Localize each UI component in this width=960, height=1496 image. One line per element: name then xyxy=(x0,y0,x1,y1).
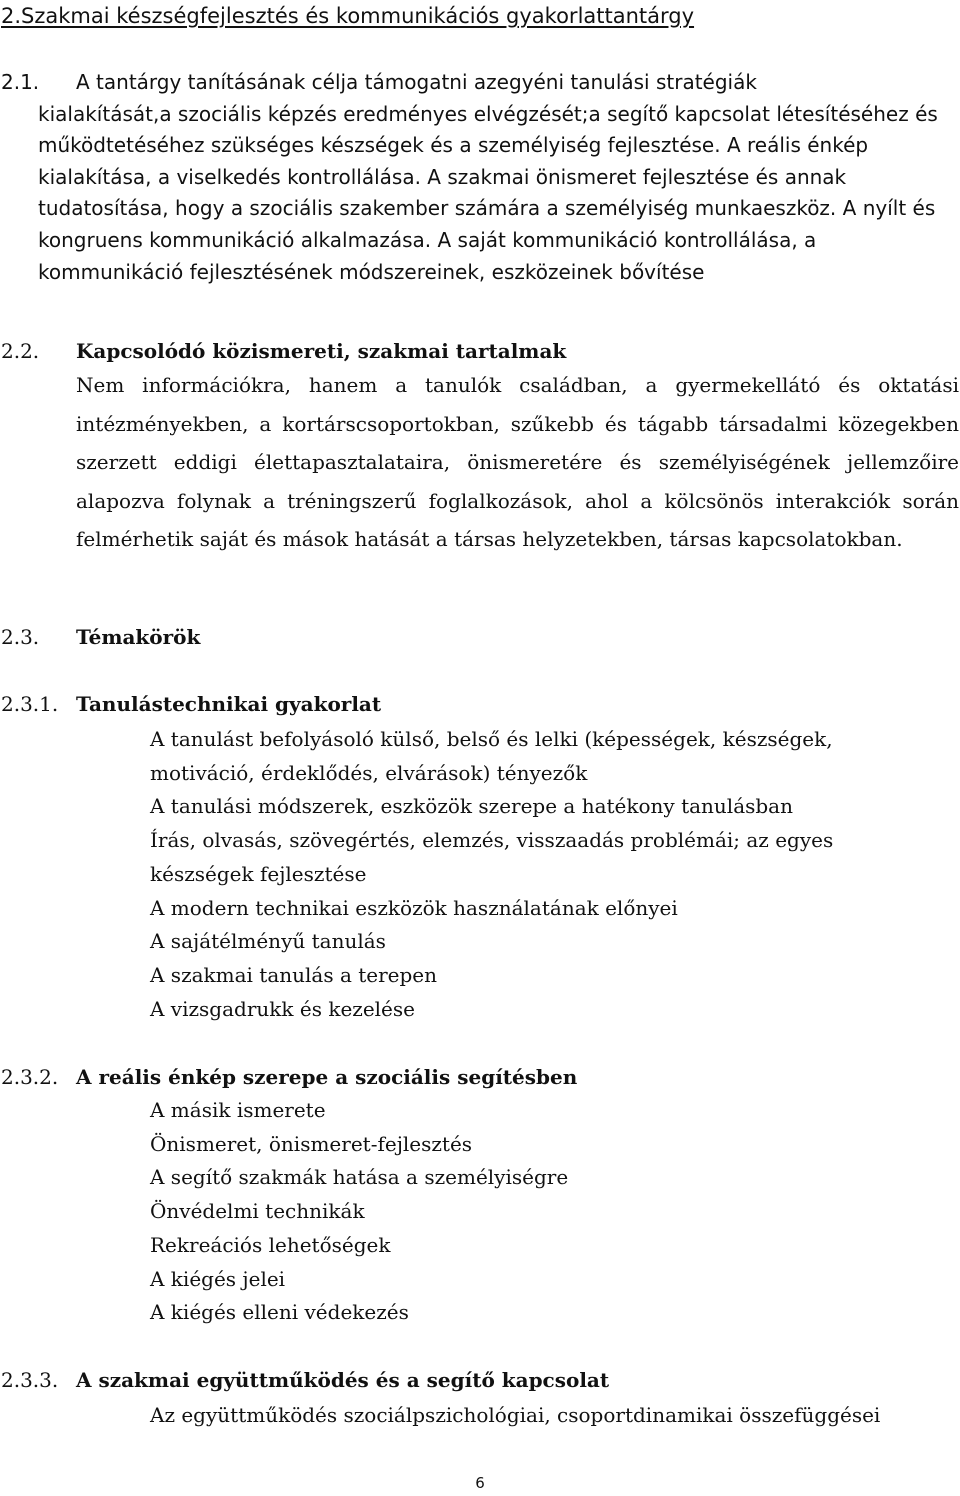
list-item: A kiégés jelei xyxy=(150,1266,286,1291)
section-2-1-text-b: kialakítását,a szociális képzés eredményes elvégzését;a segítő kapcsolat létesítéséhez és működtetéséhez szükséges készségek és a személyiség fejlesztése. A reális énkép kialakítása, a viselkedés kontrollálása. A szakmai önismeret fejlesztése és annak tudatosítása, hogy a szociális szakember számára a személyiség munkaeszköz. A nyílt és kongruens kommunikáció alkalmazása. A saját kommunikáció kontrollálása, a kommunikáció fejlesztésének módszereinek, eszközeinek bővítése xyxy=(38,101,938,284)
topic-2-heading: A reális énkép szerepe a szociális segítésben xyxy=(76,1065,578,1089)
list-item: Az együttműködés szociálpszichológiai, csoportdinamikai összefüggései xyxy=(150,1403,881,1427)
topic-1-list xyxy=(150,723,833,1026)
topic-3-header xyxy=(1,1366,609,1394)
list-item: A szakmai tanulás a terepen xyxy=(150,962,438,987)
list-item: A sajátélményű tanulás xyxy=(150,929,386,954)
section-2-2-paragraph: Nem információkra, hanem a tanulók családban, a gyermekellátó és oktatási intézményekben, a kortárscsoportokban, szűkebb és tágabb társadalmi közegekben szerzett eddigi élettapasztalataira, önismeretére és személyiségének jellemzőire alapozva folynak a tréningszerű foglalkozások, ahol a kölcsönös interakciók során felmérhetik saját és mások hatását a társas helyzetekben, társas kapcsolatokban. xyxy=(76,373,959,551)
section-2-1 xyxy=(1,67,953,288)
list-item: A modern technikai eszközök használatának előnyei xyxy=(150,895,678,920)
section-2-2-heading: Kapcsolódó közismereti, szakmai tartalmak xyxy=(76,339,567,363)
list-item: A kiégés elleni védekezés xyxy=(150,1300,409,1325)
topic-3-number: 2.3.3. xyxy=(1,1368,59,1392)
section-2-2-number: 2.2. xyxy=(1,339,40,363)
list-item: A tanulási módszerek, eszközök szerepe a hatékony tanulásban xyxy=(150,794,793,819)
topic-3-list xyxy=(150,1399,880,1433)
list-item: A másik ismerete xyxy=(150,1098,326,1122)
section-2-2-header xyxy=(1,337,566,365)
list-item: készségek fejlesztése xyxy=(150,861,367,886)
section-2-3-heading: Témakörök xyxy=(76,625,201,649)
list-item: motiváció, érdeklődés, elvárások) tényezők xyxy=(150,760,588,785)
section-2-3-number: 2.3. xyxy=(1,625,40,649)
topic-2-header xyxy=(1,1063,577,1091)
section-2-1-text-a: támogatni azegyéni tanulási stratégiák xyxy=(358,70,757,94)
topic-2-list xyxy=(150,1094,568,1330)
section-2-3-header xyxy=(1,623,200,651)
page-number: 6 xyxy=(475,1474,485,1492)
topic-1-heading: Tanulástechnikai gyakorlat xyxy=(76,692,382,716)
topic-2-number: 2.3.2. xyxy=(1,1065,59,1089)
list-item: Írás, olvasás, szövegértés, elemzés, visszaadás problémái; az egyes xyxy=(150,828,834,853)
topic-1-header xyxy=(1,690,381,718)
section-2-1-number: 2.1. xyxy=(1,70,40,94)
section-2-1-lead: A tantárgy tanításának célja xyxy=(76,70,359,94)
document-title: 2.Szakmai készségfejlesztés és kommunikációs gyakorlattantárgy xyxy=(1,4,695,28)
list-item: A vizsgadrukk és kezelése xyxy=(150,996,415,1021)
list-item: Önvédelmi technikák xyxy=(150,1199,365,1224)
topic-1-number: 2.3.1. xyxy=(1,692,59,716)
list-item: A segítő szakmák hatása a személyiségre xyxy=(150,1165,569,1190)
list-item: Rekreációs lehetőségek xyxy=(150,1232,391,1257)
list-item: A tanulást befolyásoló külső, belső és lelki (képességek, készségek, xyxy=(150,727,833,751)
topic-3-heading: A szakmai együttműködés és a segítő kapcsolat xyxy=(76,1368,610,1392)
list-item: Önismeret, önismeret-fejlesztés xyxy=(150,1131,473,1156)
